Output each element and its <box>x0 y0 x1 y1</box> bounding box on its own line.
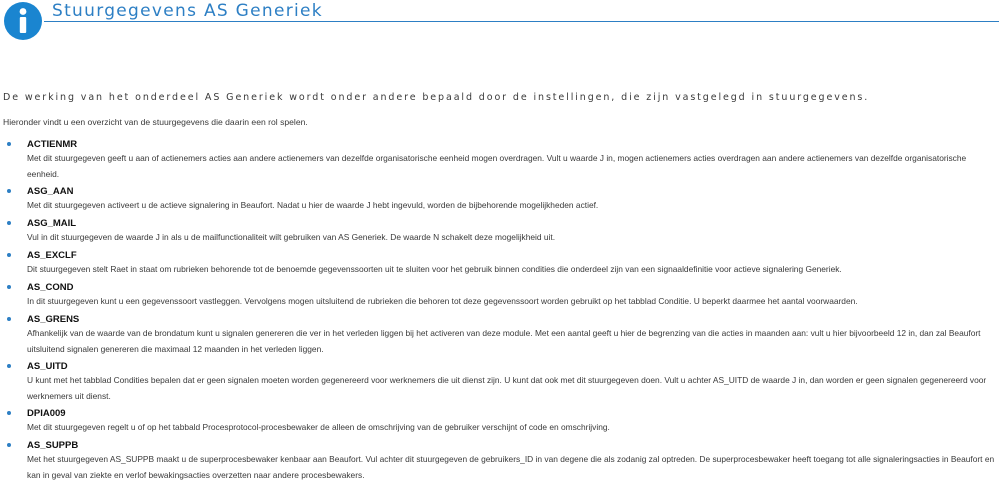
list-item <box>0 217 999 246</box>
bullet-icon <box>7 253 11 257</box>
sub-intro-text: Hieronder vindt u een overzicht van de stuurgegevens die daarin een rol spelen. <box>3 117 308 127</box>
list-item <box>0 439 999 483</box>
setting-description: Met dit stuurgegeven activeert u de actieve signalering in Beaufort. Nadat u hier de waarde J hebt ingevuld, worden de bijbehorende mogelijkheden actief. <box>27 200 599 210</box>
setting-description: Dit stuurgegeven stelt Raet in staat om rubrieken behorende tot de benoemde gegevenssoorten uit te sluiten voor het gebruik binnen condities die onderdeel zijn van een signaaldefinitie voor actieve signalering Generiek. <box>27 264 842 274</box>
setting-description: Met dit stuurgegeven geeft u aan of actienemers acties aan andere actienemers van dezelfde organisatorische eenheid mogen overdragen. Vult u waarde J in, mogen actienemers acties overdragen aan andere actienemers van dezelfde organisatorische eenheid. <box>27 153 967 179</box>
bullet-icon <box>7 443 11 447</box>
info-icon <box>4 2 42 40</box>
list-item <box>0 138 999 182</box>
title-divider <box>44 21 999 22</box>
setting-description: U kunt met het tabblad Condities bepalen dat er geen signalen moeten worden gegenereerd voor werknemers die uit dienst zijn. U kunt dat ook met dit stuurgegeven doen. Vult u achter AS_UITD de waarde J in, dan worden er geen signalen gegenereerd voor werknemers uit dienst. <box>27 375 987 401</box>
setting-term: AS_COND <box>27 282 74 293</box>
setting-description: Afhankelijk van de waarde van de brondatum kunt u signalen genereren die ver in het verleden liggen bij het activeren van deze module. Met een aantal geeft u hier de begrenzing van die acties in maanden aan: vult u hier bijvoorbeeld 12 in, dan zal Beaufort uitsluitend signalen genereren die maximaal 12 maanden in het verleden liggen. <box>27 328 981 354</box>
setting-term: ASG_MAIL <box>27 218 77 229</box>
list-item <box>0 360 999 404</box>
list-item <box>0 313 999 357</box>
list-item <box>0 407 999 436</box>
intro-text: De werking van het onderdeel AS Generiek wordt onder andere bepaald door de instellingen, die zijn vastgelegd in stuurgegevens. <box>3 92 870 103</box>
setting-term: AS_GRENS <box>27 314 80 325</box>
bullet-icon <box>7 317 11 321</box>
list-item <box>0 281 999 310</box>
page-header <box>0 0 999 44</box>
bullet-icon <box>7 285 11 289</box>
page-title: Stuurgegevens AS Generiek <box>52 1 323 21</box>
setting-term: AS_EXCLF <box>27 250 77 261</box>
list-item <box>0 249 999 278</box>
bullet-icon <box>7 221 11 225</box>
setting-term: ASG_AAN <box>27 186 74 197</box>
setting-term: ACTIENMR <box>27 139 78 150</box>
bullet-icon <box>7 189 11 193</box>
list-item <box>0 185 999 214</box>
setting-term: DPIA009 <box>27 408 66 419</box>
setting-description: Met het stuurgegeven AS_SUPPB maakt u de superprocesbewaker kenbaar aan Beaufort. Vul achter dit stuurgegeven de gebruikers_ID in van degene die als zodanig zal optreden. De superprocesbewaker heeft toegang tot alle signaleringsacties in Beaufort en kan in geval van ziekte en verlof bewakingsacties overzetten naar andere procesbewakers. <box>27 454 995 480</box>
bullet-icon <box>7 411 11 415</box>
setting-term: AS_SUPPB <box>27 440 79 451</box>
setting-description: In dit stuurgegeven kunt u een gegevenssoort vastleggen. Vervolgens mogen uitsluitend de rubrieken die behoren tot deze gegevenssoort worden gebruikt op het tabblad Conditie. U beperkt daarmee het aantal voorwaarden. <box>27 296 858 306</box>
setting-term: AS_UITD <box>27 361 68 372</box>
bullet-icon <box>7 142 11 146</box>
bullet-icon <box>7 364 11 368</box>
setting-list <box>0 138 999 486</box>
setting-description: Vul in dit stuurgegeven de waarde J in als u de mailfunctionaliteit wilt gebruiken van AS Generiek. De waarde N schakelt deze mogelijkheid uit. <box>27 232 556 242</box>
setting-description: Met dit stuurgegeven regelt u of op het tabbald Procesprotocol-procesbewaker de alleen de omschrijving van de gebruiker verschijnt of code en omschrijving. <box>27 422 610 432</box>
